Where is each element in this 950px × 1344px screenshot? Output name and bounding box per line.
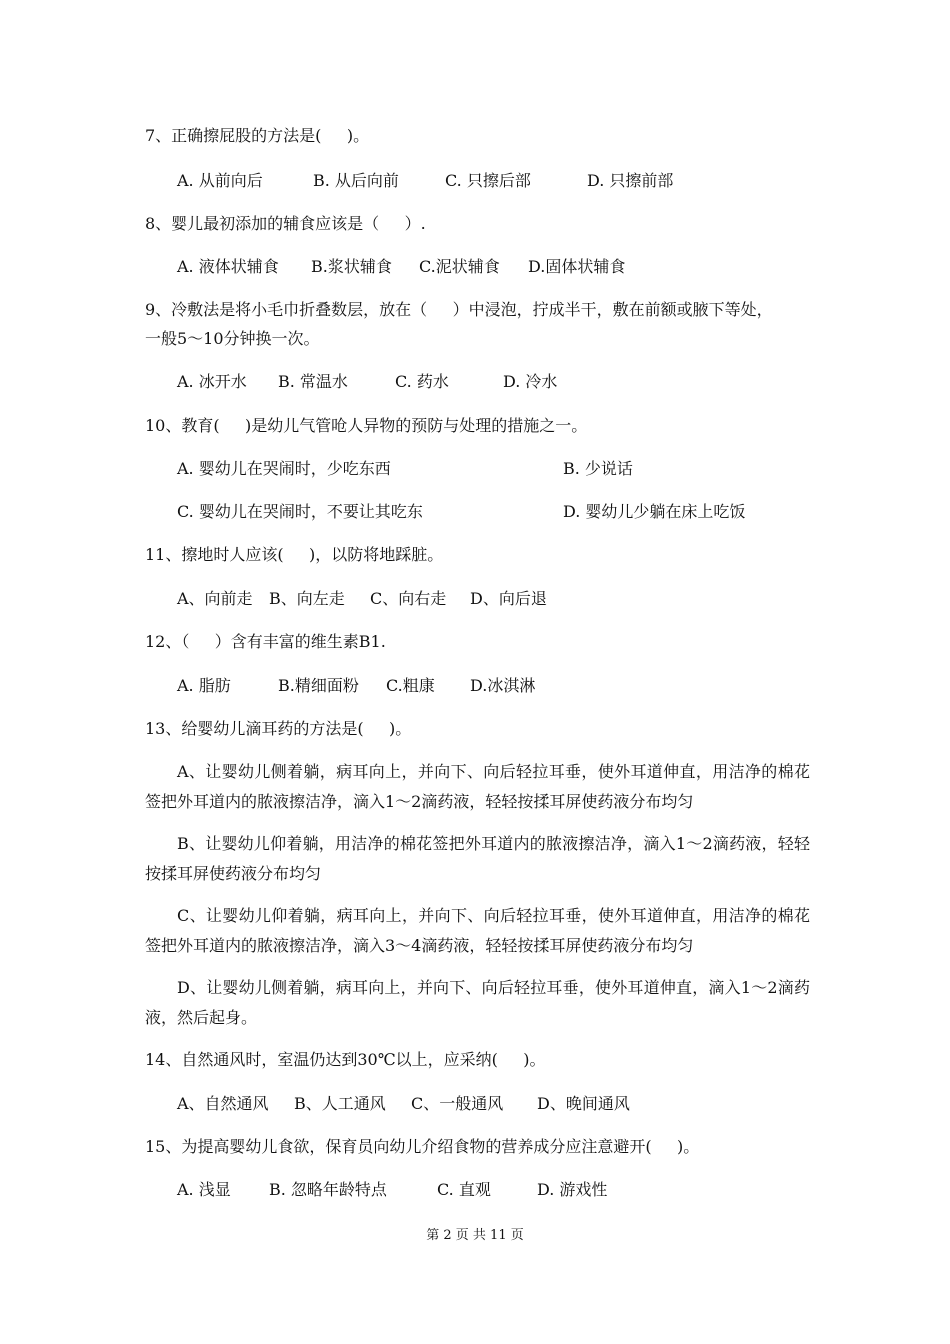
question-15-option-a: A. 浅显 [177,1180,231,1199]
question-13-option-d: D、让婴幼儿侧着躺，病耳向上，并向下、向后轻拉耳垂，使外耳道伸直，滴入1～2滴药液，然后起身。 [145,978,810,1027]
question-7-option-c: C. 只擦后部 [445,171,531,190]
question-7-option-b: B. 从后向前 [313,171,399,190]
question-8-option-c: C.泥状辅食 [419,257,500,276]
page-number-footer: 第 2 页 共 11 页 [426,1228,524,1243]
question-9-stem-line-2: 一般5～10分钟换一次。 [145,329,320,348]
question-7-option-d: D. 只擦前部 [587,171,674,190]
question-11-option-d: D、向后退 [470,589,547,608]
question-10-option-c: C. 婴幼儿在哭闹时，不要让其吃东 [177,502,423,521]
question-14-option-d: D、晚间通风 [537,1094,630,1113]
question-8-option-d: D.固体状辅食 [528,257,626,276]
question-12-option-b: B.精细面粉 [278,676,359,695]
question-14-option-a: A、自然通风 [177,1094,269,1113]
question-10-option-b: B. 少说话 [563,459,633,478]
question-10-option-a: A. 婴幼儿在哭闹时，少吃东西 [177,459,391,478]
question-13-stem: 13、给婴幼儿滴耳药的方法是( )。 [145,719,412,738]
question-13-option-c: C、让婴幼儿仰着躺，病耳向上，并向下、向后轻拉耳垂，使外耳道伸直，用洁净的棉花签把外耳道内的脓液擦洁净，滴入3～4滴药液，轻轻按揉耳屏使药液分布均匀 [145,906,810,955]
question-10-stem: 10、教育( )是幼儿气管呛人异物的预防与处理的措施之一。 [145,416,588,435]
question-15-option-d: D. 游戏性 [537,1180,608,1199]
question-13-option-b: B、让婴幼儿仰着躺，用洁净的棉花签把外耳道内的脓液擦洁净，滴入1～2滴药液，轻轻按揉耳屏使药液分布均匀 [145,834,810,883]
question-8-stem: 8、婴儿最初添加的辅食应该是（ ）. [145,214,426,233]
question-14-option-b: B、人工通风 [294,1094,386,1113]
question-15-option-c: C. 直观 [437,1180,491,1199]
question-7-option-a: A. 从前向后 [177,171,263,190]
question-12-option-c: C.粗康 [386,676,435,695]
question-11-stem: 11、擦地时人应该( )，以防将地踩脏。 [145,545,444,564]
question-8-option-b: B.浆状辅食 [311,257,392,276]
question-9-option-c: C. 药水 [395,372,449,391]
question-13-option-a: A、让婴幼儿侧着躺，病耳向上，并向下、向后轻拉耳垂，使外耳道伸直，用洁净的棉花签把外耳道内的脓液擦洁净，滴入1～2滴药液，轻轻按揉耳屏使药液分布均匀 [145,762,810,811]
question-9-option-d: D. 冷水 [503,372,558,391]
question-7-stem: 7、正确擦屁股的方法是( )。 [145,126,370,145]
question-12-option-a: A. 脂肪 [177,676,231,695]
question-11-option-b: B、向左走 [269,589,345,608]
question-9-option-a: A. 冰开水 [177,372,247,391]
question-15-option-b: B. 忽略年龄特点 [269,1180,387,1199]
question-12-stem: 12、（ ）含有丰富的维生素B1. [145,632,386,651]
question-11-option-a: A、向前走 [177,589,253,608]
question-9-option-b: B. 常温水 [278,372,348,391]
question-10-option-d: D. 婴幼儿少躺在床上吃饭 [563,502,746,521]
question-14-stem: 14、自然通风时，室温仍达到30℃以上，应采纳( )。 [145,1050,546,1069]
question-12-option-d: D.冰淇淋 [470,676,536,695]
question-14-option-c: C、一般通风 [411,1094,504,1113]
question-11-option-c: C、向右走 [370,589,447,608]
question-8-option-a: A. 液体状辅食 [177,257,279,276]
question-9-stem-line-1: 9、冷敷法是将小毛巾折叠数层，放在（ ）中浸泡，拧成半干，敷在前额或腋下等处， [145,300,773,319]
question-15-stem: 15、为提高婴幼儿食欲，保育员向幼儿介绍食物的营养成分应注意避开( )。 [145,1137,700,1156]
